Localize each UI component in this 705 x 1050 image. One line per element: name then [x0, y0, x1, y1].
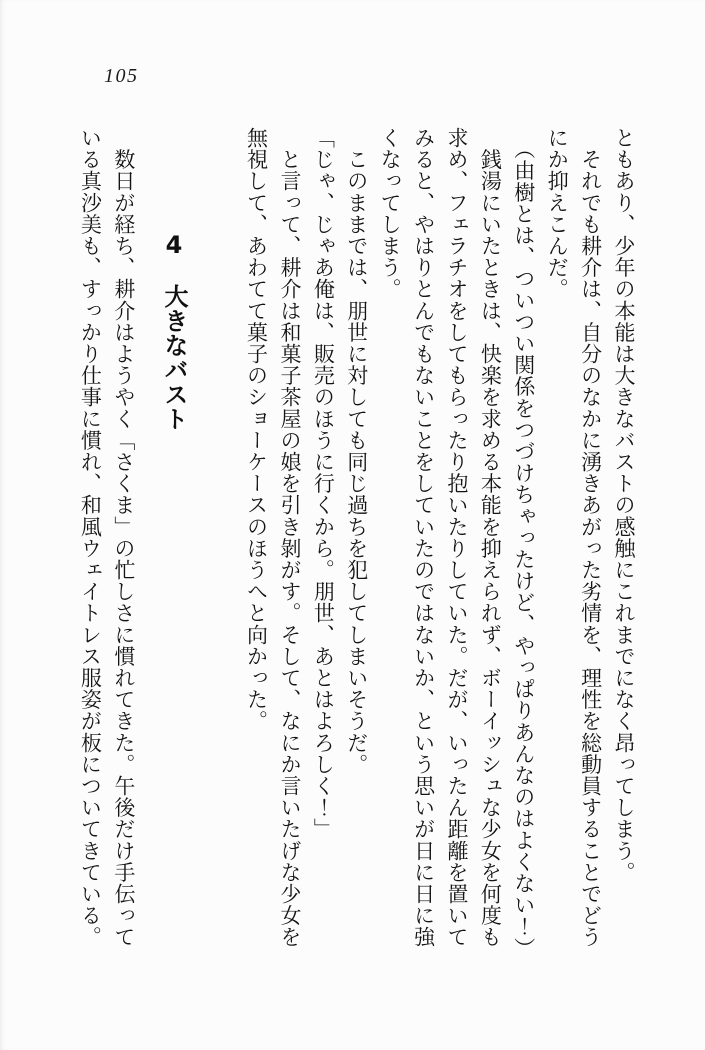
page-number: 105 — [104, 65, 139, 87]
text-column: 無視して、あわてて菓子のショーケースのほうへと向かった。 — [244, 127, 269, 732]
text-column: 数日が経ち、耕介はようやく「さくま」の忙しさに慣れてきた。午後だけ手伝って — [111, 127, 136, 948]
text-column: と言って、耕介は和菓子茶屋の娘を引き剝がす。そして、なにか言いたげな少女を — [277, 127, 302, 948]
main-text-block — [239, 127, 640, 972]
text-column: （由樹とは、ついつい関係をつづけちゃったけど、やっぱりあんなのはよくない！） — [511, 127, 536, 959]
text-column: みると、やはりとんでもないことをしていたのではないか、という思いが日に日に強 — [411, 127, 436, 948]
text-column: 「じゃ、じゃあ俺は、販売のほうに行くから。朋世、あとはよろしく！」 — [311, 127, 336, 840]
text-column: にか抑えこんだ。 — [545, 127, 570, 300]
text-column: 銭湯にいたときは、快楽を求める本能を抑えられず、ボーイッシュな少女を何度も — [478, 127, 503, 948]
text-column: ともあり、少年の本能は大きなバストの感触にこれまでになく昂ってしまう。 — [612, 127, 636, 883]
text-column: このままでは、朋世に対しても同じ過ちを犯してしまいそうだ。 — [344, 127, 369, 775]
section-text-block — [73, 127, 140, 972]
text-column: いる真沙美も、すっかり仕事に慣れ、和風ウェイトレス服姿が板についてきている。 — [78, 127, 103, 948]
text-column: くなってしまう。 — [378, 127, 403, 300]
text-column: 求め、フェラチオをしてもらったり抱いたりしていた。だが、いったん距離を置いて — [444, 127, 469, 948]
text-column: それでも耕介は、自分のなかに湧きあがった劣情を、理性を総動員することでどう — [578, 127, 603, 948]
chapter-heading: 4 大きなバスト — [160, 231, 188, 431]
